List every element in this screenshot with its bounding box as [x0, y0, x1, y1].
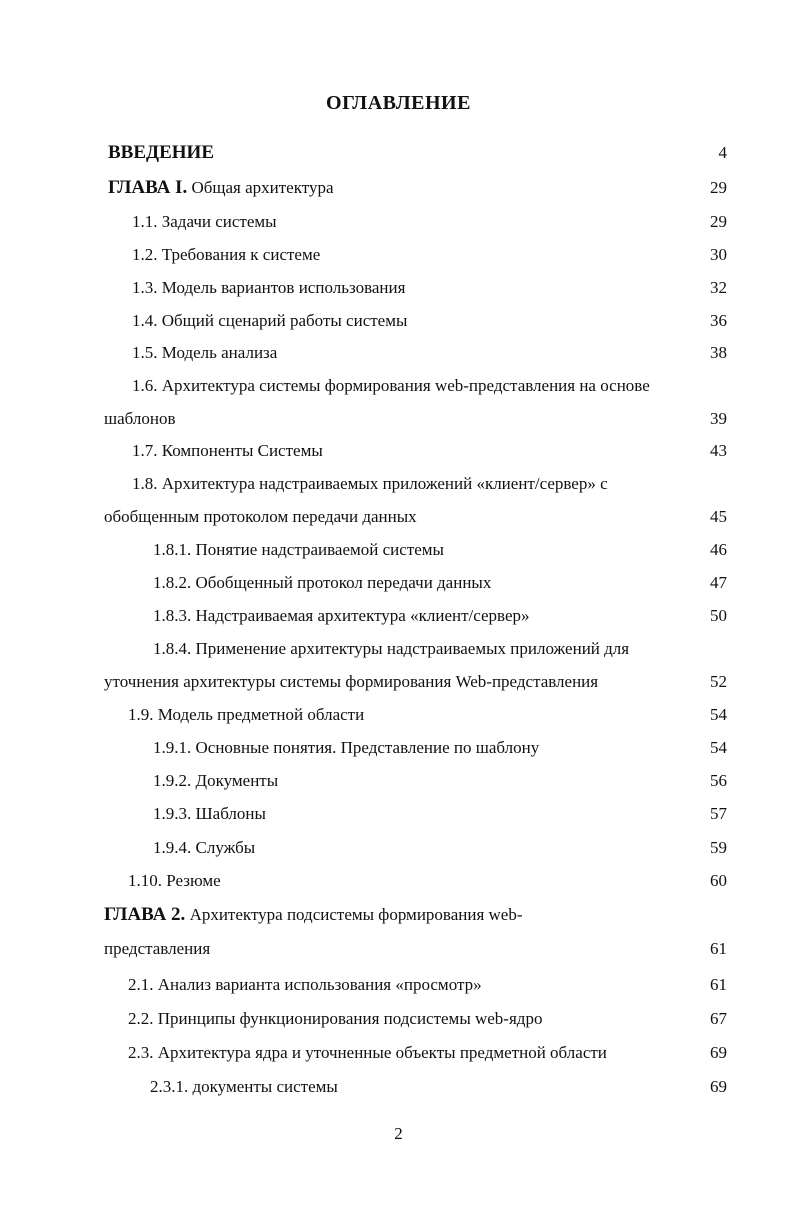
toc-entry	[0, 768, 797, 794]
toc-entry-title: 1.9.2. Документы	[153, 771, 279, 790]
toc-page-number: 56	[710, 771, 727, 790]
toc-entry-title: 2.3. Архитектура ядра и уточненные объекты предметной области	[128, 1043, 607, 1062]
toc-page-number: 61	[710, 939, 727, 958]
toc-entry-continuation	[0, 669, 797, 695]
toc-entry-title: 2.2. Принципы функционирования подсистемы web-ядро	[128, 1009, 543, 1028]
toc-entry-title: 1.9.4. Службы	[153, 838, 256, 857]
toc-page-number: 47	[710, 573, 727, 592]
toc-entry-title: 1.10. Резюме	[128, 871, 221, 890]
page-number: 2	[394, 1124, 403, 1143]
toc-entry	[0, 340, 797, 366]
toc-entry	[0, 438, 797, 464]
toc-entry-title: 1.5. Модель анализа	[132, 343, 278, 362]
toc-entry-continuation	[0, 936, 797, 962]
toc-entry-title: 1.6. Архитектура системы формирования web-представления на основе	[132, 376, 650, 395]
toc-entry	[0, 972, 797, 998]
toc-entry	[0, 1040, 797, 1066]
toc-entry-title: уточнения архитектуры системы формирования Web-представления	[104, 672, 599, 691]
toc-entry	[0, 209, 797, 235]
toc-page-number: 32	[710, 278, 727, 297]
toc-page-number: 54	[710, 705, 727, 724]
toc-entry-title: 1.8.4. Применение архитектуры надстраиваемых приложений для	[153, 639, 630, 658]
toc-entry-title: 1.7. Компоненты Системы	[132, 441, 323, 460]
toc-entry-title	[108, 175, 334, 201]
toc-entry-chapter-1	[0, 175, 797, 201]
toc-page-number: 69	[710, 1043, 727, 1062]
toc-page-number: 54	[710, 738, 727, 757]
toc-entry-title: 1.8.2. Обобщенный протокол передачи данных	[153, 573, 492, 592]
toc-page-number: 4	[718, 143, 727, 162]
toc-entry	[0, 275, 797, 301]
toc-page-number: 46	[710, 540, 727, 559]
toc-entry-title: ВВЕДЕНИЕ	[108, 142, 214, 163]
toc-chapter-text: Общая архитектура	[187, 178, 334, 197]
toc-page-number: 69	[710, 1077, 727, 1096]
toc-page-number: 50	[710, 606, 727, 625]
toc-entry	[0, 636, 797, 662]
toc-entry	[0, 308, 797, 334]
toc-entry-title: 1.3. Модель вариантов использования	[132, 278, 406, 297]
toc-page-number: 38	[710, 343, 727, 362]
toc-page-number: 59	[710, 838, 727, 857]
toc-entry-title: 2.3.1. документы системы	[150, 1077, 338, 1096]
toc-entry	[0, 868, 797, 894]
toc-entry	[0, 537, 797, 563]
toc-page-number: 60	[710, 871, 727, 890]
toc-entry-title: обобщенным протоколом передачи данных	[104, 507, 417, 526]
toc-entry-title: 1.2. Требования к системе	[132, 245, 321, 264]
toc-entry-chapter-2	[0, 902, 797, 928]
toc-page-number: 30	[710, 245, 727, 264]
toc-entry	[0, 702, 797, 728]
toc-page-number: 29	[710, 212, 727, 231]
toc-page-number: 29	[710, 178, 727, 197]
toc-page-number: 61	[710, 975, 727, 994]
toc-entry-title: 1.9.3. Шаблоны	[153, 804, 266, 823]
toc-entry-title: 1.8.3. Надстраиваемая архитектура «клиент/сервер»	[153, 606, 530, 625]
toc-entry-title: 1.4. Общий сценарий работы системы	[132, 311, 408, 330]
toc-entry	[0, 603, 797, 629]
toc-entry-title: представления	[104, 939, 211, 958]
toc-entry-continuation	[0, 406, 797, 432]
toc-entry	[0, 1074, 797, 1100]
toc-page-number: 67	[710, 1009, 727, 1028]
toc-entry-title	[104, 902, 523, 928]
toc-entry-title: 1.8. Архитектура надстраиваемых приложений «клиент/сервер» с	[132, 474, 608, 493]
toc-chapter-label: ГЛАВА I.	[108, 177, 188, 198]
toc-page-number: 39	[710, 409, 727, 428]
toc-entry	[0, 801, 797, 827]
toc-entry	[0, 1006, 797, 1032]
toc-entry	[0, 570, 797, 596]
toc-page-number: 52	[710, 672, 727, 691]
toc-entry-continuation	[0, 504, 797, 530]
toc-entry	[0, 735, 797, 761]
toc-entry-introduction	[0, 140, 797, 166]
toc-chapter-text: Архитектура подсистемы формирования web-	[185, 905, 523, 924]
toc-entry-title: шаблонов	[104, 409, 176, 428]
toc-entry	[0, 835, 797, 861]
toc-entry-title: 1.9.1. Основные понятия. Представление по шаблону	[153, 738, 540, 757]
toc-page-number: 36	[710, 311, 727, 330]
toc-page-number: 45	[710, 507, 727, 526]
toc-entry-title: 1.8.1. Понятие надстраиваемой системы	[153, 540, 444, 559]
toc-entry-title: 1.9. Модель предметной области	[128, 705, 365, 724]
toc-chapter-label: ГЛАВА 2.	[104, 904, 186, 925]
page-title: ОГЛАВЛЕНИЕ	[326, 92, 471, 114]
toc-entry-title: 2.1. Анализ варианта использования «просмотр»	[128, 975, 482, 994]
toc-page-number: 57	[710, 804, 727, 823]
toc-entry	[0, 242, 797, 268]
toc-page-number: 43	[710, 441, 727, 460]
toc-entry	[0, 373, 797, 399]
toc-entry	[0, 471, 797, 497]
toc-entry-title: 1.1. Задачи системы	[132, 212, 277, 231]
